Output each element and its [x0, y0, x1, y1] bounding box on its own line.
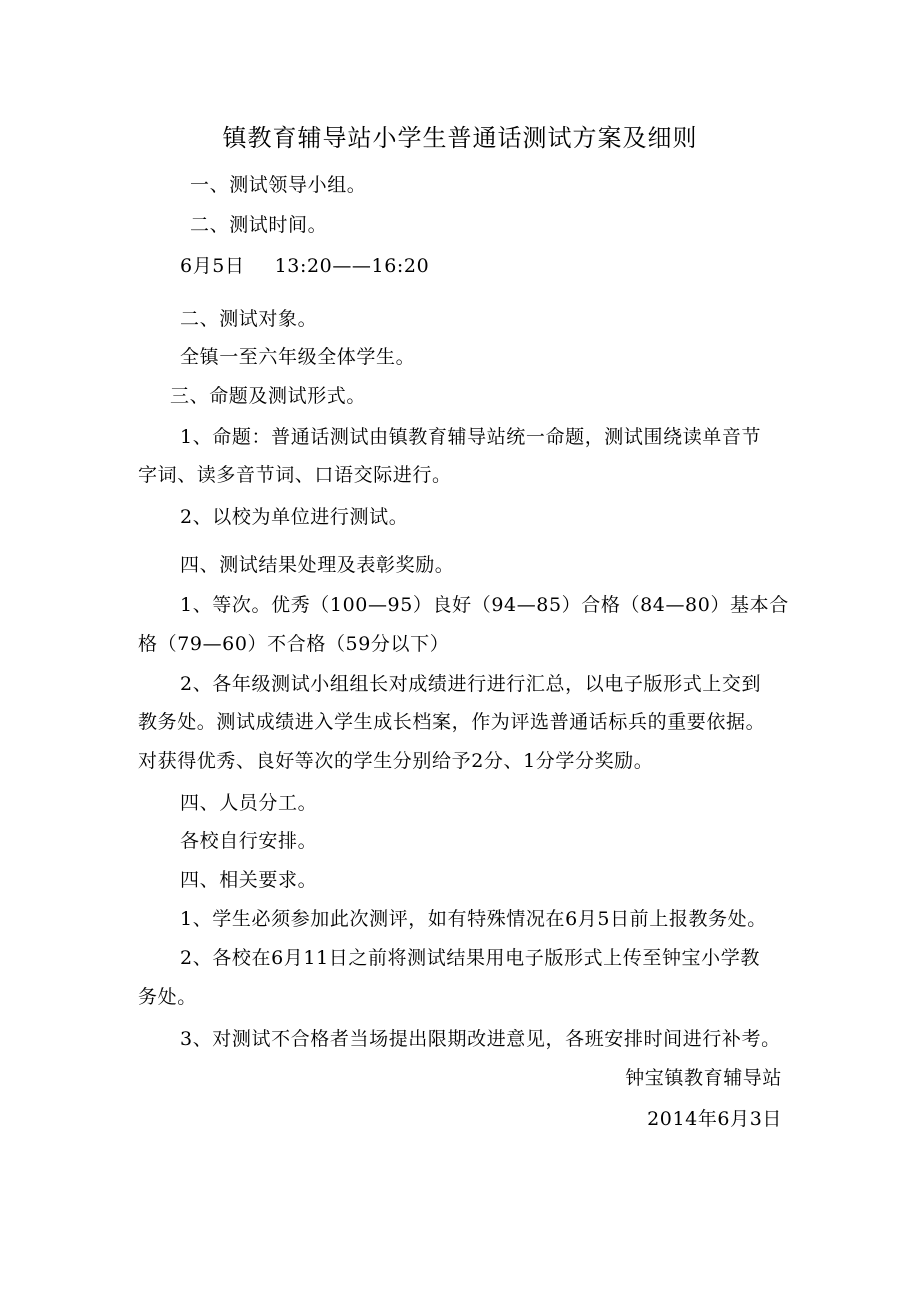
- section-staff-heading: 四、人员分工。: [180, 792, 318, 814]
- requirement-1: 1、学生必须参加此次测评，如有特殊情况在6月5日前上报教务处。: [180, 908, 767, 930]
- format-item-2: 2、以校为单位进行测试。: [180, 506, 409, 528]
- test-date: 6月5日: [180, 255, 245, 277]
- section-target-heading: 二、测试对象。: [180, 308, 318, 330]
- section-requirements-heading: 四、相关要求。: [180, 869, 318, 891]
- section-results-heading: 四、测试结果处理及表彰奖励。: [180, 554, 455, 576]
- requirement-3: 3、对测试不合格者当场提出限期改进意见，各班安排时间进行补考。: [180, 1028, 781, 1050]
- requirement-2-line-1: 2、各校在6月11日之前将测试结果用电子版形式上传至钟宝小学教: [180, 947, 760, 969]
- results-item-1-line-2: 格（79—60）不合格（59分以下）: [138, 633, 450, 655]
- format-item-1-line-2: 字词、读多音节词、口语交际进行。: [138, 464, 452, 486]
- results-item-2-line-2: 教务处。测试成绩进入学生成长档案，作为评选普通话标兵的重要依据。: [138, 711, 766, 733]
- results-item-2-line-1: 2、各年级测试小组组长对成绩进行进行汇总，以电子版形式上交到: [180, 673, 762, 695]
- results-item-1-line-1: 1、等次。优秀（100—95）良好（94—85）合格（84—80）基本合: [180, 594, 789, 616]
- section-time-heading: 二、测试时间。: [190, 214, 328, 236]
- section-leadership-heading: 一、测试领导小组。: [190, 174, 367, 196]
- target-text: 全镇一至六年级全体学生。: [180, 346, 416, 368]
- results-item-2-line-3: 对获得优秀、良好等次的学生分别给予2分、1分学分奖励。: [138, 750, 654, 772]
- staff-text: 各校自行安排。: [180, 830, 318, 852]
- document-title: 镇教育辅导站小学生普通话测试方案及细则: [222, 124, 698, 152]
- signature: 钟宝镇教育辅导站: [625, 1067, 782, 1089]
- signature-date: 2014年6月3日: [647, 1108, 782, 1130]
- test-time: [180, 254, 429, 278]
- section-format-heading: 三、命题及测试形式。: [170, 385, 367, 407]
- requirement-2-line-2: 务处。: [138, 986, 197, 1008]
- test-time-range: 13:20——16:20: [274, 255, 430, 277]
- format-item-1-line-1: 1、命题：普通话测试由镇教育辅导站统一命题，测试围绕读单音节: [180, 426, 762, 448]
